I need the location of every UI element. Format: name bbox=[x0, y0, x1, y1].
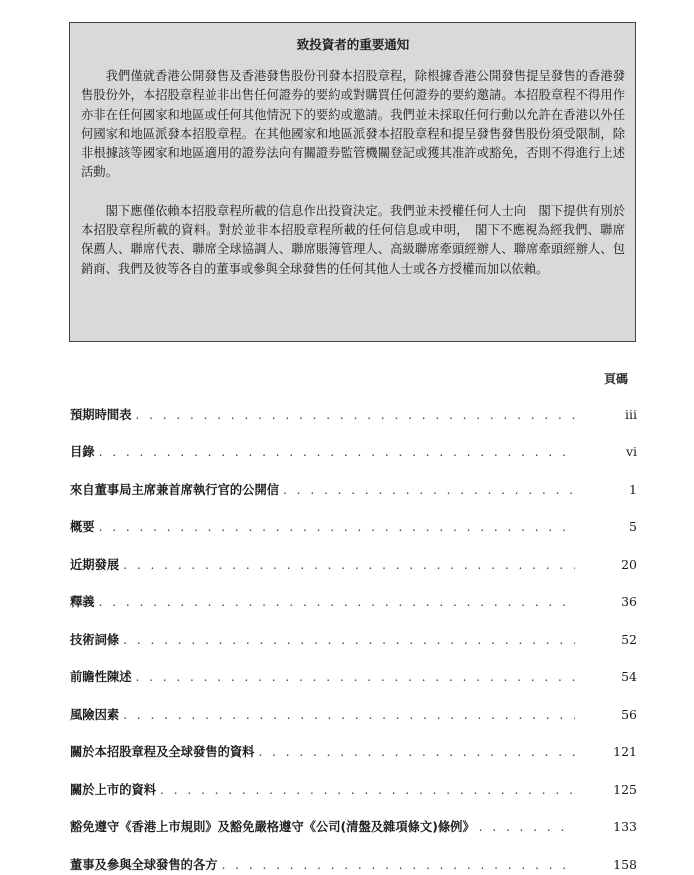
toc-entry-title: 來自董事局主席兼首席執行官的公開信 bbox=[70, 483, 280, 497]
toc-entry[interactable] bbox=[70, 555, 637, 575]
toc-entry-title: 董事及參與全球發售的各方 bbox=[70, 858, 218, 872]
toc-entry[interactable] bbox=[70, 480, 637, 500]
toc-entry-title: 關於本招股章程及全球發售的資料 bbox=[70, 745, 255, 759]
toc-entry-page: vi bbox=[625, 444, 637, 459]
toc-entry-page: iii bbox=[625, 407, 637, 422]
toc-leader-dots bbox=[222, 858, 575, 872]
toc-entry-title: 技術詞條 bbox=[70, 633, 120, 647]
toc-page-column-label: 頁碼 bbox=[604, 372, 629, 386]
toc-entry-title: 目錄 bbox=[70, 445, 95, 459]
toc-leader-dots bbox=[479, 820, 575, 834]
toc-leader-dots bbox=[123, 558, 575, 572]
toc-entry-title: 豁免遵守《香港上市規則》及豁免嚴格遵守《公司(清盤及雜項條文)條例》 bbox=[70, 820, 475, 834]
toc-entry[interactable] bbox=[70, 667, 637, 687]
toc-entry[interactable] bbox=[70, 630, 637, 650]
toc-leader-dots bbox=[283, 483, 575, 497]
toc-entry-page: 121 bbox=[613, 744, 637, 759]
toc-leader-dots bbox=[99, 595, 575, 609]
toc-entry-title: 概要 bbox=[70, 520, 95, 534]
toc-entry-page: 5 bbox=[629, 519, 637, 534]
toc-leader-dots bbox=[258, 745, 575, 759]
notice-paragraph-1: 我們僅就香港公開發售及香港發售股份刊發本招股章程，除根據香港公開發售提呈發售的香港發售股份外，本招股章程並非出售任何證券的要約或對購買任何證券的要約邀請。本招股章程不得用作亦非在任何國家和地區或任何其他情況下的要約或邀請。我們並未採取任何行動以允許在香港以外任何國家和地區派發本招股章程。在其他國家和地區派發本招股章程和提呈發售發售股份須受限制，除非根據該等國家和地區適用的證券法向有關證券監管機關登記或獲其准許或豁免，否則不得進行上述活動。 bbox=[81, 69, 625, 180]
toc-entry-page: 36 bbox=[621, 594, 637, 609]
toc-entry-title: 預期時間表 bbox=[70, 408, 132, 422]
toc-entry-page: 52 bbox=[621, 632, 637, 647]
toc-leader-dots bbox=[99, 445, 575, 459]
toc-entry[interactable] bbox=[70, 517, 637, 537]
toc-leader-dots bbox=[136, 670, 576, 684]
toc-entry[interactable] bbox=[70, 705, 637, 725]
toc-leader-dots bbox=[123, 708, 575, 722]
toc-entry-title: 風險因素 bbox=[70, 708, 120, 722]
toc-entry-title: 前瞻性陳述 bbox=[70, 670, 132, 684]
toc-entry[interactable] bbox=[70, 405, 637, 425]
toc-entry-page: 20 bbox=[621, 557, 637, 572]
toc-entry[interactable] bbox=[70, 855, 637, 875]
toc-entry[interactable] bbox=[70, 742, 637, 762]
toc-entry[interactable] bbox=[70, 817, 637, 837]
toc-entry-title: 近期發展 bbox=[70, 558, 120, 572]
toc-entry-title: 關於上市的資料 bbox=[70, 783, 157, 797]
notice-title: 致投資者的重要通知 bbox=[296, 37, 410, 52]
toc-entry-page: 54 bbox=[621, 669, 637, 684]
toc-leader-dots bbox=[160, 783, 575, 797]
toc-entry-page: 133 bbox=[613, 819, 637, 834]
toc-entry[interactable] bbox=[70, 780, 637, 800]
toc-leader-dots bbox=[136, 408, 576, 422]
toc-leader-dots bbox=[123, 633, 575, 647]
toc-entry[interactable] bbox=[70, 442, 637, 462]
toc-entry-title: 釋義 bbox=[70, 595, 95, 609]
notice-paragraph-2: 閣下應僅依賴本招股章程所載的信息作出投資決定。我們並未授權任何人士向 閣下提供有別於本招股章程所載的資料。對於並非本招股章程所載的任何信息或申明， 閣下不應視為經我們、聯席保薦人、聯席代表、聯席全球協調人、聯席賬簿管理人、高級聯席牽頭經辦人、聯席牽頭經辦人、包銷商、我們及彼等各自的董事或參與全球發售的任何其他人士或各方授權而加以依賴。 bbox=[81, 203, 625, 276]
toc-entry-page: 125 bbox=[613, 782, 637, 797]
toc-entry[interactable] bbox=[70, 592, 637, 612]
important-notice-box bbox=[69, 22, 636, 342]
toc-entry-page: 1 bbox=[629, 482, 637, 497]
toc-leader-dots bbox=[99, 520, 575, 534]
toc-entry-page: 56 bbox=[621, 707, 637, 722]
toc-entry-page: 158 bbox=[613, 857, 637, 872]
